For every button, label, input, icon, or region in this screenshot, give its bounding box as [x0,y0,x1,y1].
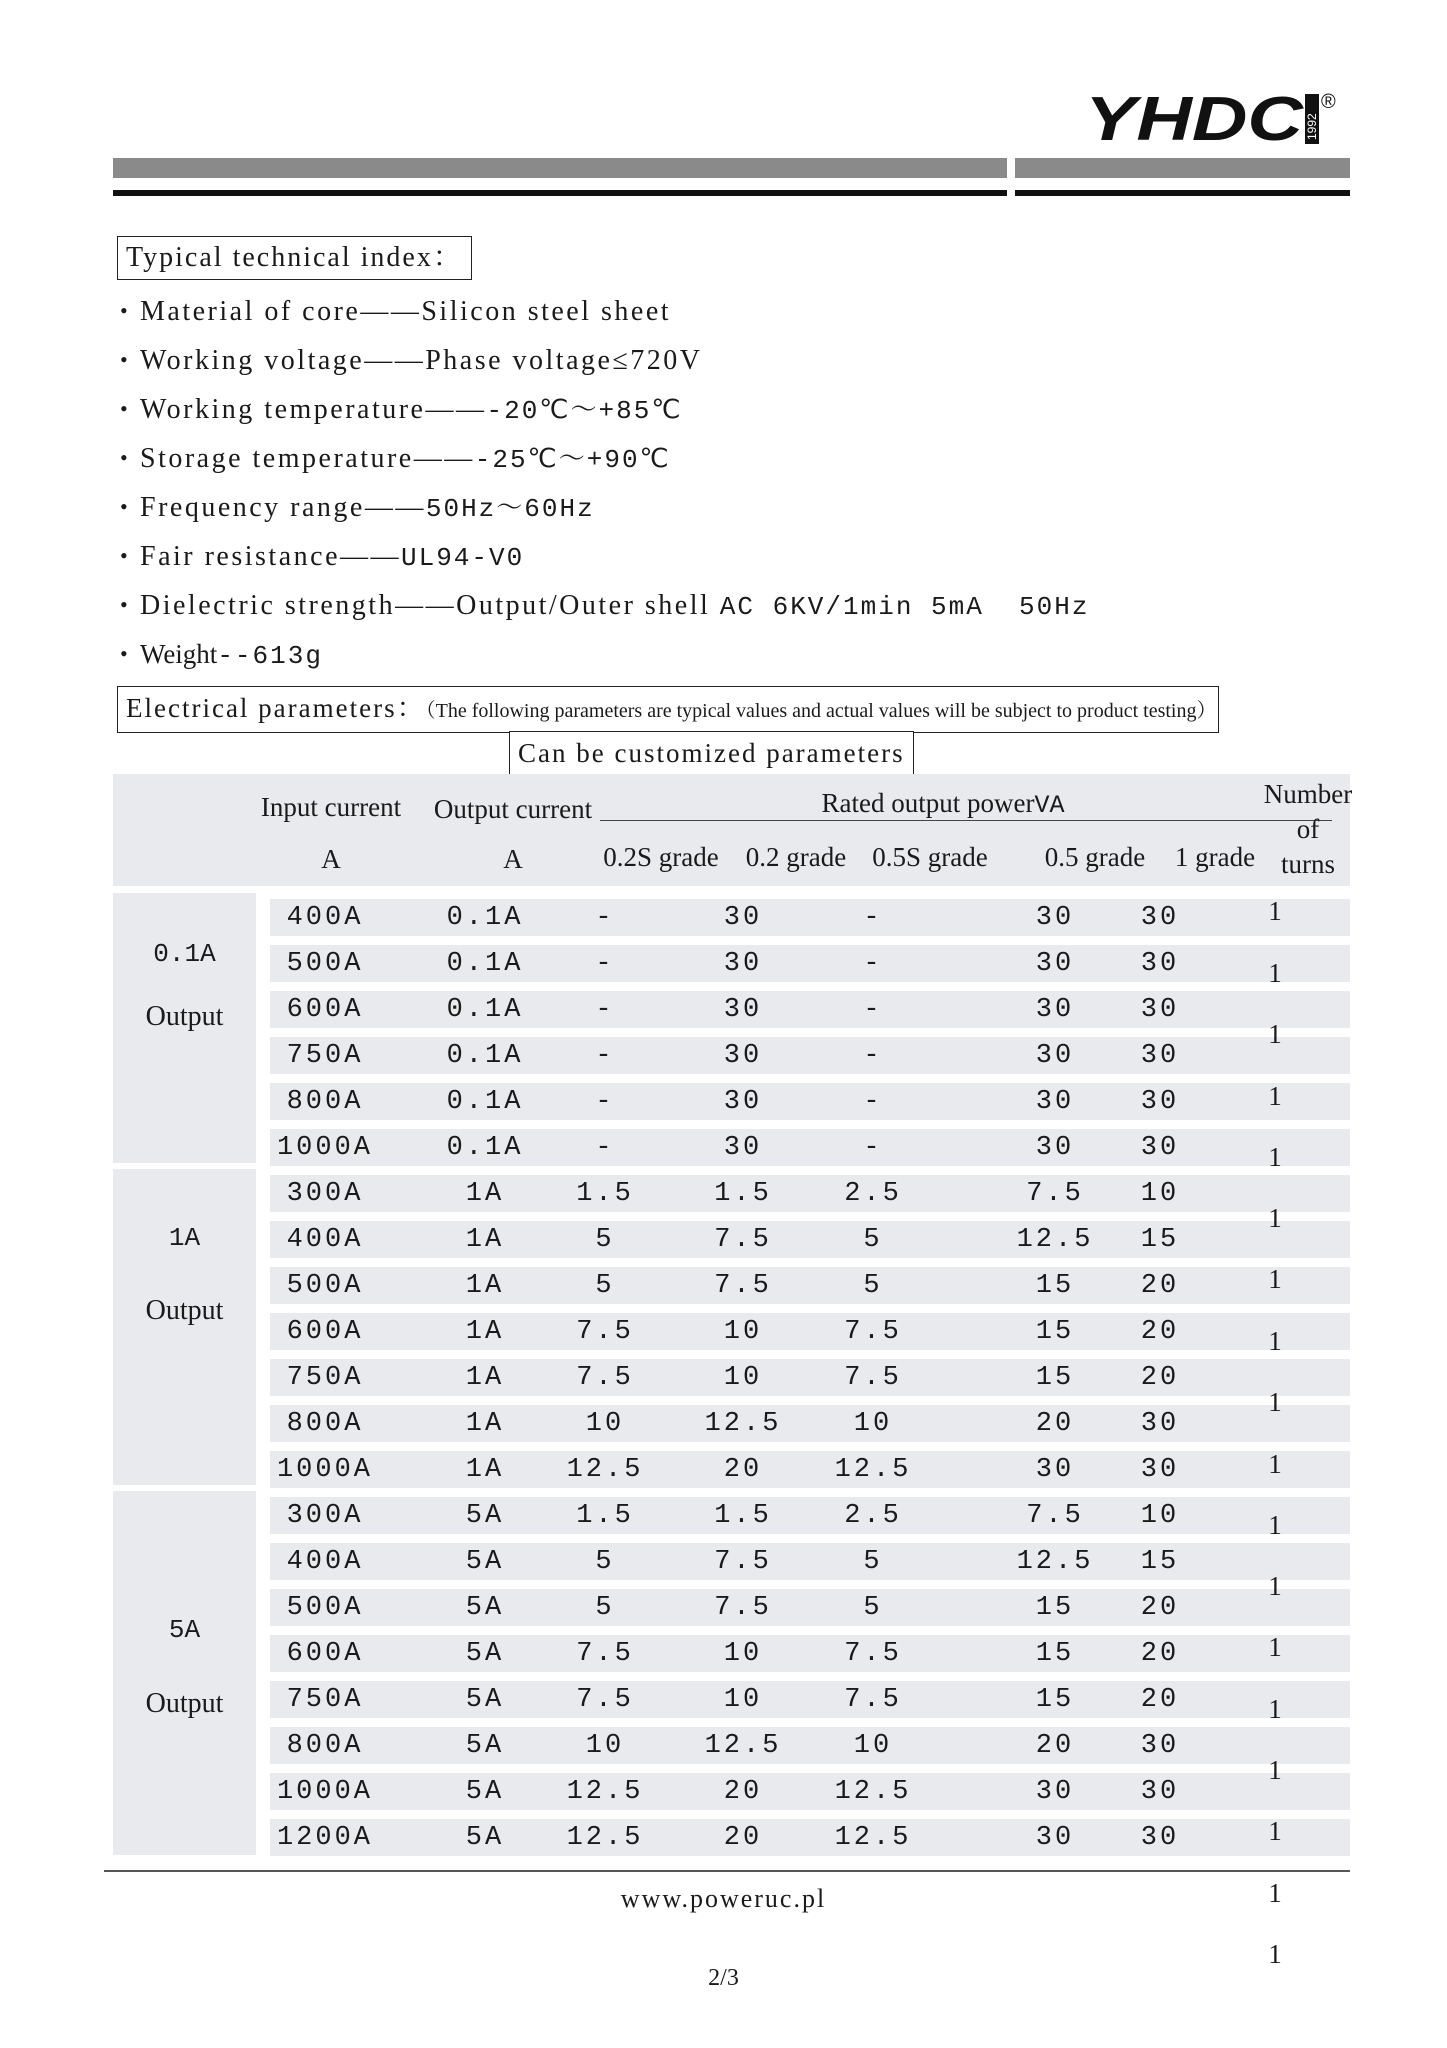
brand-logo [1085,88,1340,148]
table-row [270,991,1350,1028]
group-current: 1A [168,1222,201,1253]
header-bar-black-left [113,190,1007,196]
table-cell: 20 [723,1777,763,1807]
table-row [270,1267,1350,1304]
table-cell: 1A [465,1225,505,1255]
table-cell: 2.5 [844,1501,902,1531]
turns-value: 1 [1268,1142,1282,1172]
table-cell: 7.5 [844,1363,902,1393]
table-row [270,1313,1350,1350]
table-cell: 30 [1140,1041,1180,1071]
table-header [113,774,1353,886]
th-grade-1: 1 grade [1174,842,1256,872]
table-cell: 1A [465,1455,505,1485]
table-cell: 5A [465,1547,505,1577]
table-cell: 5 [863,1547,883,1577]
table-cell: 1.5 [576,1501,634,1531]
table-cell: 12.5 [704,1731,782,1761]
table-cell: 750A [286,1363,364,1393]
electrical-title-text: Electrical parameters： [126,693,426,723]
table-cell: 10 [585,1731,625,1761]
turns-value: 1 [1268,1878,1282,1908]
table-cell: 30 [1035,1133,1075,1163]
group-current: 5A [168,1614,201,1645]
table-cell: 0.1A [446,903,524,933]
table-cell: 20 [1140,1685,1180,1715]
table-cell: 7.5 [1026,1179,1084,1209]
table-cell: 750A [286,1685,364,1715]
table-cell: 5A [465,1777,505,1807]
table-cell: 30 [1140,949,1180,979]
table-cell: 12.5 [1016,1225,1094,1255]
table-cell: 5 [863,1271,883,1301]
turns-value: 1 [1268,896,1282,926]
turns-value: 1 [1268,1019,1282,1049]
table-cell: 5 [595,1225,615,1255]
table-cell: 12.5 [834,1823,912,1853]
table-cell: 12.5 [566,1777,644,1807]
table-cell: 15 [1035,1363,1075,1393]
table-cell: 1A [465,1409,505,1439]
table-cell: 30 [1035,1041,1075,1071]
turns-value: 1 [1268,1449,1282,1479]
table-cell: 12.5 [834,1777,912,1807]
table-cell: 15 [1035,1271,1075,1301]
table-row [270,1221,1350,1258]
table-cell: 1000A [276,1133,373,1163]
spec-item-voltage: • Working voltage——Phase voltage≤720V [120,345,703,376]
table-cell: 30 [1140,1455,1180,1485]
table-cell: - [863,1041,883,1071]
turns-value: 1 [1268,1694,1282,1724]
table-cell: 600A [286,1317,364,1347]
turns-value: 1 [1268,1264,1282,1294]
turns-value: 1 [1268,1387,1282,1417]
table-cell: 30 [1140,903,1180,933]
table-cell: 10 [723,1363,763,1393]
th-input-current: Input current [260,792,402,822]
table-cell: 12.5 [704,1409,782,1439]
header-bar-gray-right [1015,158,1350,178]
table-cell: 7.5 [714,1225,772,1255]
th-output-current: Output current [433,794,593,824]
table-cell: 10 [1140,1501,1180,1531]
group-output-label: Output [145,1001,224,1032]
table-cell: 5 [595,1271,615,1301]
table-cell: 30 [723,903,763,933]
table-cell: 30 [1140,1823,1180,1853]
spec-item-storage-temp: • Storage temperature——-25℃～+90℃ [120,443,671,475]
customizable-text: Can be customized parameters [518,738,905,768]
table-cell: 7.5 [714,1271,772,1301]
table-cell: 400A [286,903,364,933]
registered-mark: ® [1321,91,1336,113]
table-cell: 12.5 [1016,1547,1094,1577]
table-cell: 7.5 [1026,1501,1084,1531]
table-cell: 7.5 [576,1685,634,1715]
turns-value: 1 [1268,1203,1282,1233]
table-cell: 15 [1035,1593,1075,1623]
turns-value: 1 [1268,1939,1282,1969]
table-row [270,1359,1350,1396]
table-cell: 5A [465,1501,505,1531]
table-row [270,1497,1350,1534]
table-cell: 10 [853,1731,893,1761]
th-grade-05s: 0.5S grade [872,842,988,872]
table-cell: 0.1A [446,1133,524,1163]
table-cell: 5A [465,1685,505,1715]
table-cell: 5A [465,1823,505,1853]
group-label-cell [113,1491,256,1855]
table-cell: - [863,1133,883,1163]
table-cell: 1A [465,1271,505,1301]
table-cell: 1.5 [714,1501,772,1531]
table-cell: 15 [1035,1685,1075,1715]
table-cell: 1.5 [576,1179,634,1209]
table-cell: 1A [465,1317,505,1347]
table-row [270,1589,1350,1626]
table-cell: - [595,1087,615,1117]
table-cell: 800A [286,1731,364,1761]
table-cell: 600A [286,995,364,1025]
table-cell: 1200A [276,1823,373,1853]
table-cell: 12.5 [566,1823,644,1853]
table-cell: 300A [286,1179,364,1209]
th-turns-3: turns [1281,849,1335,879]
table-cell: 20 [1140,1593,1180,1623]
table-cell: 30 [1035,1087,1075,1117]
th-turns-2: of [1296,814,1320,844]
table-cell: 10 [1140,1179,1180,1209]
table-cell: 0.1A [446,1041,524,1071]
table-row [270,899,1350,936]
spec-item-frequency: • Frequency range——50Hz～60Hz [120,492,595,524]
table-row [270,1635,1350,1672]
table-cell: 500A [286,1593,364,1623]
table-row [270,1819,1350,1856]
table-cell: 1000A [276,1777,373,1807]
table-row [270,1451,1350,1488]
table-cell: 15 [1035,1639,1075,1669]
th-input-unit: A [321,844,341,874]
table-cell: 7.5 [844,1317,902,1347]
table-cell: 5A [465,1731,505,1761]
spec-item-working-temp: • Working temperature——-20℃～+85℃ [120,394,683,426]
electrical-note: （The following parameters are typical values and actual values will be subject to product testing） [425,700,1217,722]
table-cell: - [863,995,883,1025]
table-row [270,1175,1350,1212]
spec-list [120,286,1089,678]
table-row [270,1083,1350,1120]
table-cell: 12.5 [566,1455,644,1485]
table-cell: 20 [1140,1363,1180,1393]
table-cell: 10 [585,1409,625,1439]
table-row [270,1405,1350,1442]
turns-value: 1 [1268,1081,1282,1111]
logo-year: 1992 [1305,113,1319,140]
table-cell: 400A [286,1547,364,1577]
group-output-label: Output [145,1295,224,1327]
group-current: 0.1A [153,938,216,969]
table-cell: 7.5 [844,1639,902,1669]
table-cell: 20 [1140,1317,1180,1347]
table-cell: 20 [723,1455,763,1485]
table-cell: - [863,949,883,979]
table-cell: 7.5 [576,1317,634,1347]
table-cell: 2.5 [844,1179,902,1209]
table-cell: 10 [723,1685,763,1715]
th-rated-power: Rated output powerVA [821,788,1065,820]
table-cell: 5A [465,1639,505,1669]
table-cell: 30 [1035,1455,1075,1485]
table-cell: 15 [1140,1547,1180,1577]
turns-value: 1 [1268,1632,1282,1662]
table-cell: 1000A [276,1455,373,1485]
table-cell: 15 [1140,1225,1180,1255]
table-cell: - [595,903,615,933]
spec-item-weight: • Weight--613g [120,639,323,671]
table-cell: 5 [595,1547,615,1577]
turns-value: 1 [1268,958,1282,988]
th-output-unit: A [503,844,523,874]
table-cell: 20 [1035,1731,1075,1761]
table-cell: 5A [465,1593,505,1623]
table-cell: 30 [1035,1777,1075,1807]
table-row [270,1727,1350,1764]
table-cell: 10 [853,1409,893,1439]
spec-item-dielectric: • Dielectric strength——Output/Outer shell AC 6KV/1min 5mA 50Hz [120,590,1090,622]
table-cell: 30 [723,1087,763,1117]
yhdc-logo-mark [1085,88,1340,148]
table-cell: 300A [286,1501,364,1531]
table-cell: 800A [286,1409,364,1439]
header-bar-black-right [1015,190,1350,196]
spec-item-fire-resistance: • Fair resistance——UL94-V0 [120,541,525,573]
table-row [270,1773,1350,1810]
group-label-cell [113,893,256,1163]
table-cell: 5 [595,1593,615,1623]
turns-value: 1 [1268,1510,1282,1540]
table-cell: - [863,903,883,933]
table-cell: 30 [723,995,763,1025]
table-cell: 7.5 [714,1593,772,1623]
table-cell: 750A [286,1041,364,1071]
table-cell: - [595,949,615,979]
spec-item-core: • Material of core——Silicon steel sheet [120,296,672,327]
table-row [270,1129,1350,1166]
table-cell: 30 [723,1133,763,1163]
table-cell: - [863,1087,883,1117]
table-cell: 30 [1140,1133,1180,1163]
table-cell: 5 [863,1225,883,1255]
table-cell: 0.1A [446,1087,524,1117]
customizable-label [509,731,914,775]
table-cell: 400A [286,1225,364,1255]
table-cell: 30 [1140,1409,1180,1439]
table-cell: 500A [286,1271,364,1301]
table-cell: 1A [465,1179,505,1209]
th-grade-02s: 0.2S grade [603,842,719,872]
group-label-cell [113,1169,256,1485]
table-cell: 20 [723,1823,763,1853]
turns-value: 1 [1268,1571,1282,1601]
table-cell: 7.5 [714,1547,772,1577]
th-grade-05: 0.5 grade [1044,842,1146,872]
table-cell: 7.5 [576,1363,634,1393]
table-cell: 30 [1035,1823,1075,1853]
table-cell: 7.5 [576,1639,634,1669]
table-cell: 30 [1140,1777,1180,1807]
table-row [270,1037,1350,1074]
table-cell: 30 [1035,995,1075,1025]
table-row [270,945,1350,982]
table-cell: 10 [723,1317,763,1347]
table-cell: - [595,995,615,1025]
logo-text: YHDC [1085,88,1305,148]
table-cell: 5 [863,1593,883,1623]
table-cell: 0.1A [446,995,524,1025]
table-cell: 30 [723,1041,763,1071]
table-cell: 0.1A [446,949,524,979]
table-row [270,1543,1350,1580]
table-cell: 800A [286,1087,364,1117]
th-grade-02: 0.2 grade [745,842,847,872]
electrical-title [117,686,1219,733]
footer-url: www.poweruc.pl [620,1884,827,1913]
footer-divider [104,1870,1350,1872]
table-cell: 30 [1035,949,1075,979]
turns-value: 1 [1268,1816,1282,1846]
rated-divider [600,820,1332,821]
page-number: 2/3 [708,1965,739,1991]
table-cell: 20 [1035,1409,1075,1439]
table-cell: - [595,1133,615,1163]
table-cell: 30 [1140,1731,1180,1761]
table-cell: 1A [465,1363,505,1393]
table-cell: 30 [1140,995,1180,1025]
specs-title [117,236,472,280]
table-cell: 20 [1140,1271,1180,1301]
table-cell: 30 [1140,1087,1180,1117]
table-cell: - [595,1041,615,1071]
table-cell: 12.5 [834,1455,912,1485]
th-turns-1: Number [1263,779,1353,809]
turns-value: 1 [1268,1755,1282,1785]
table-cell: 600A [286,1639,364,1669]
table-cell: 7.5 [844,1685,902,1715]
table-cell: 30 [723,949,763,979]
table-row [270,1681,1350,1718]
turns-value: 1 [1268,1326,1282,1356]
group-output-label: Output [145,1687,224,1719]
table-cell: 30 [1035,903,1075,933]
table-cell: 1.5 [714,1179,772,1209]
table-cell: 20 [1140,1639,1180,1669]
table-cell: 15 [1035,1317,1075,1347]
table-cell: 10 [723,1639,763,1669]
table-cell: 500A [286,949,364,979]
header-bar-gray-left [113,158,1007,178]
specs-title-text: Typical technical index： [126,242,463,273]
